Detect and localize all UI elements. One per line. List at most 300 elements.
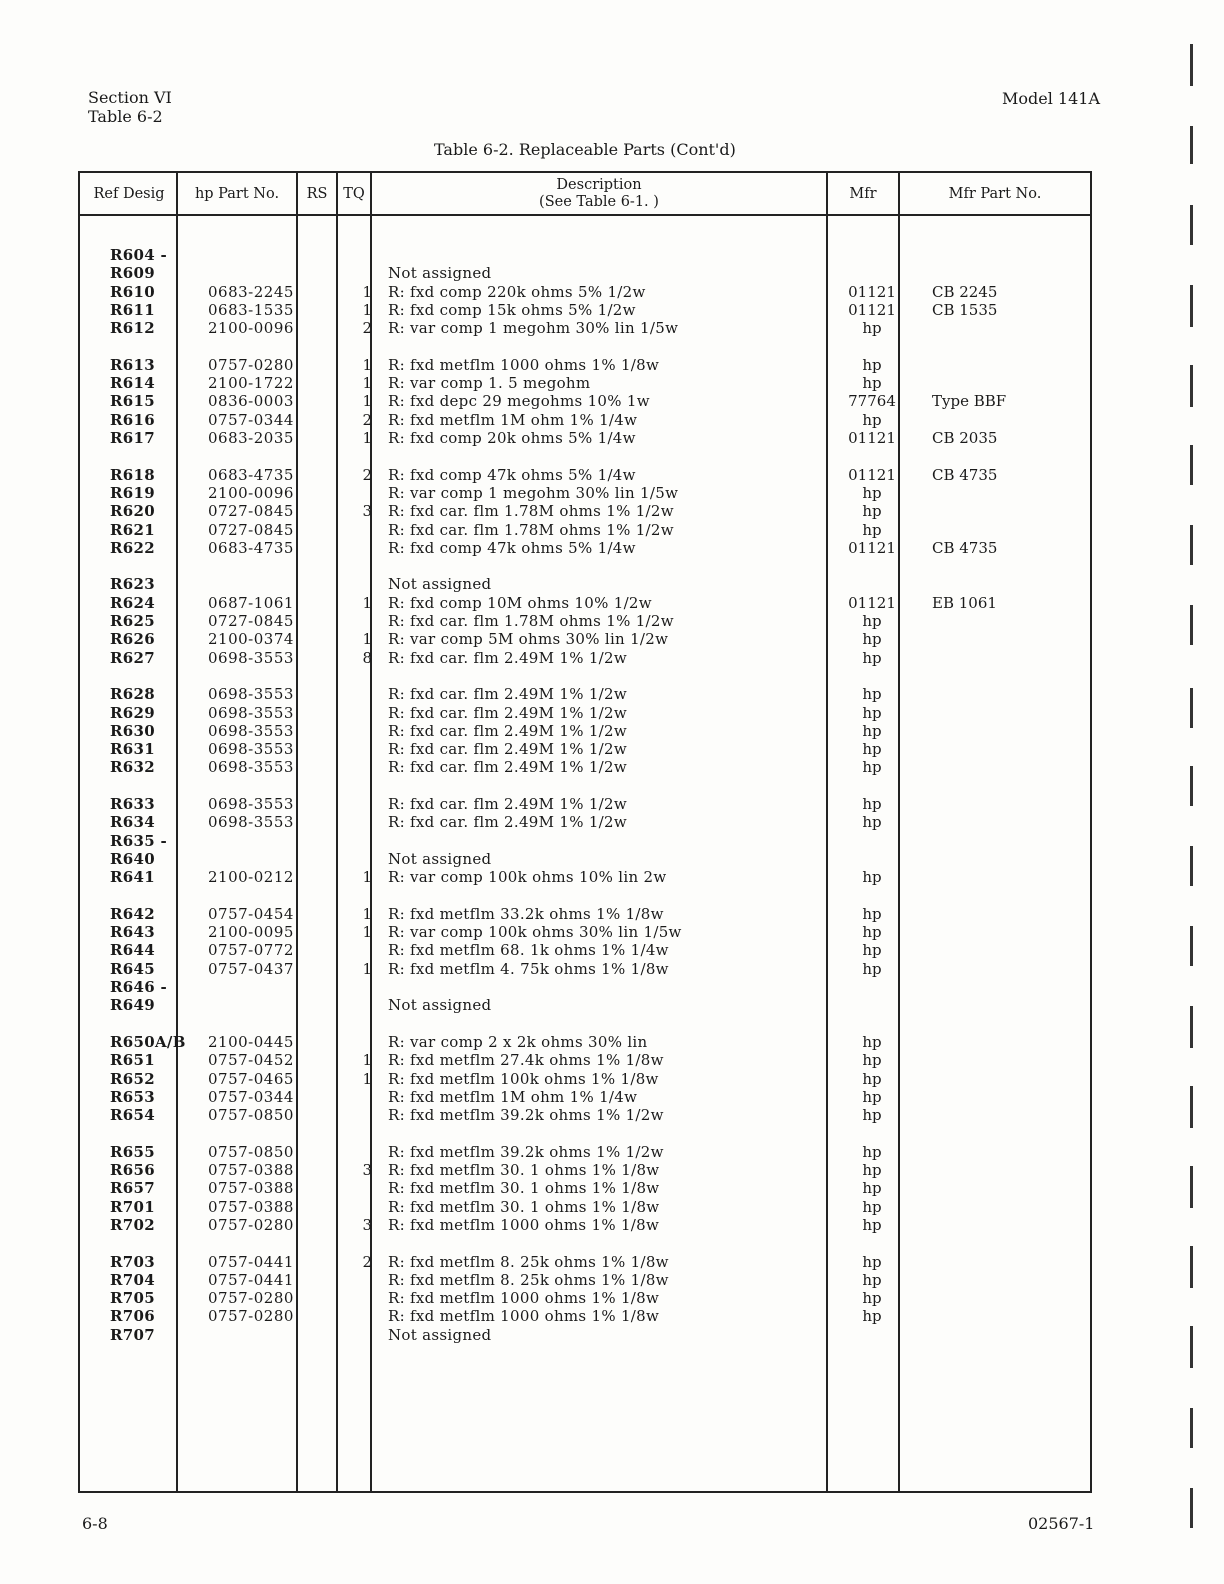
mfr-cell: hp [862, 740, 882, 759]
hp-part-no-cell: 2100-1722 [208, 374, 294, 393]
description-cell: R: fxd car. flm 2.49M 1% 1/2w [388, 721, 628, 740]
hp-part-no-cell: 0757-0388 [208, 1179, 294, 1198]
page-number: 6-8 [82, 1514, 108, 1533]
ref-desig-cell: R643 [110, 923, 155, 942]
description-cell: Not assigned [388, 849, 492, 868]
hp-part-no-cell: 0698-3553 [208, 758, 294, 777]
table-reference: Table 6-2 [88, 107, 163, 126]
table-row [80, 1198, 1090, 1216]
mfr-part-no-cell: EB 1061 [932, 593, 997, 612]
mfr-cell: hp [862, 1270, 882, 1289]
description-cell: R: fxd comp 10M ohms 10% 1/2w [388, 593, 652, 612]
header-hp-part-no: hp Part No. [194, 185, 280, 202]
ref-desig-cell: R707 [110, 1325, 155, 1344]
ref-desig-cell: R633 [110, 795, 155, 813]
ref-desig-cell: R631 [110, 740, 155, 759]
hp-part-no-cell: 0683-4735 [208, 538, 294, 557]
mfr-cell: hp [862, 1106, 882, 1125]
ref-desig-cell: R621 [110, 520, 155, 539]
table-row [80, 795, 1090, 813]
hp-part-no-cell: 0836-0003 [208, 392, 294, 411]
scan-edge-mark [1190, 766, 1193, 806]
mfr-cell: hp [862, 374, 882, 393]
mfr-cell: hp [862, 630, 882, 649]
scan-edge-mark [1190, 445, 1193, 485]
hp-part-no-cell: 0683-2035 [208, 429, 294, 447]
hp-part-no-cell: 0757-0437 [208, 959, 294, 978]
description-cell: R: fxd metflm 100k ohms 1% 1/8w [388, 1069, 659, 1088]
scan-edge-mark [1190, 525, 1193, 565]
model-label: Model 141A [1002, 89, 1101, 108]
scan-edge-mark [1190, 1408, 1193, 1448]
scan-edge-mark [1190, 1326, 1193, 1368]
description-cell: R: fxd car. flm 2.49M 1% 1/2w [388, 758, 628, 777]
ref-desig-cell: R613 [110, 355, 155, 374]
hp-part-no-cell: 0698-3553 [208, 721, 294, 740]
ref-desig-cell: R652 [110, 1069, 155, 1088]
description-cell: R: fxd car. flm 2.49M 1% 1/2w [388, 648, 628, 667]
tq-cell: 1 [362, 630, 372, 649]
mfr-part-no-cell: Type BBF [932, 392, 1007, 411]
hp-part-no-cell: 0757-0465 [208, 1069, 294, 1088]
hp-part-no-cell: 0698-3553 [208, 813, 294, 832]
scan-edge-mark [1190, 205, 1193, 245]
ref-desig-cell: R622 [110, 538, 155, 557]
scan-edge-mark [1190, 365, 1193, 407]
mfr-cell: hp [862, 1142, 882, 1161]
mfr-cell: hp [862, 703, 882, 722]
section-label [88, 88, 172, 126]
tq-cell: 3 [362, 502, 372, 521]
mfr-cell: hp [862, 813, 882, 832]
mfr-cell: hp [862, 648, 882, 667]
ref-desig-cell: R635 - [110, 831, 168, 850]
ref-desig-cell: R628 [110, 685, 155, 704]
mfr-cell: 01121 [848, 429, 896, 447]
mfr-cell: hp [862, 319, 882, 338]
description-cell: R: var comp 5M ohms 30% lin 1/2w [388, 630, 669, 649]
ref-desig-cell: R620 [110, 502, 155, 521]
table-row [80, 264, 1090, 282]
hp-part-no-cell: 0757-0388 [208, 1161, 294, 1179]
table-row [80, 1106, 1090, 1124]
header-divider [80, 214, 1090, 216]
mfr-part-no-cell: CB 2035 [932, 429, 998, 447]
table-row [80, 283, 1090, 301]
description-cell: R: fxd car. flm 2.49M 1% 1/2w [388, 795, 628, 813]
mfr-cell: hp [862, 795, 882, 813]
table-row [80, 319, 1090, 337]
description-cell: R: fxd comp 47k ohms 5% 1/4w [388, 465, 636, 484]
tq-cell: 1 [362, 355, 372, 374]
table-row [80, 960, 1090, 978]
mfr-cell: hp [862, 1161, 882, 1179]
description-cell: R: fxd metflm 1000 ohms 1% 1/8w [388, 1289, 660, 1308]
ref-desig-cell: R701 [110, 1197, 155, 1216]
table-row [80, 1271, 1090, 1289]
mfr-cell: hp [862, 1069, 882, 1088]
table-row [80, 978, 1090, 996]
mfr-cell: 77764 [848, 392, 896, 411]
mfr-cell: hp [862, 721, 882, 740]
hp-part-no-cell: 0757-0280 [208, 1215, 294, 1234]
table-row [80, 1088, 1090, 1106]
table-row [80, 630, 1090, 648]
ref-desig-cell: R640 [110, 849, 155, 868]
section-name: Section VI [88, 88, 172, 107]
description-cell: Not assigned [388, 1325, 492, 1344]
mfr-cell: 01121 [848, 465, 896, 484]
table-row [80, 484, 1090, 502]
table-row [80, 466, 1090, 484]
ref-desig-cell: R705 [110, 1289, 155, 1308]
scan-edge-mark [1190, 605, 1193, 645]
hp-part-no-cell: 0757-0454 [208, 904, 294, 923]
ref-desig-cell: R703 [110, 1252, 155, 1271]
hp-part-no-cell: 0757-0344 [208, 410, 294, 429]
hp-part-no-cell: 0757-0441 [208, 1252, 294, 1271]
description-cell: R: var comp 1. 5 megohm [388, 374, 591, 393]
mfr-cell: 01121 [848, 593, 896, 612]
table-row [80, 1253, 1090, 1271]
ref-desig-cell: R627 [110, 648, 155, 667]
scan-edge-mark [1190, 1166, 1193, 1208]
table-row [80, 850, 1090, 868]
table-row [80, 374, 1090, 392]
description-cell: R: fxd metflm 8. 25k ohms 1% 1/8w [388, 1252, 669, 1271]
ref-desig-cell: R655 [110, 1142, 155, 1161]
ref-desig-cell: R706 [110, 1307, 155, 1326]
description-cell: R: fxd metflm 8. 25k ohms 1% 1/8w [388, 1270, 669, 1289]
ref-desig-cell: R645 [110, 959, 155, 978]
ref-desig-cell: R704 [110, 1270, 155, 1289]
table-row [80, 941, 1090, 959]
hp-part-no-cell: 0757-0772 [208, 941, 294, 960]
scan-edge-mark [1190, 1006, 1193, 1048]
tq-cell: 2 [362, 1252, 372, 1271]
description-cell: R: fxd metflm 39.2k ohms 1% 1/2w [388, 1106, 664, 1125]
mfr-cell: hp [862, 1307, 882, 1326]
description-cell: R: fxd comp 15k ohms 5% 1/2w [388, 300, 636, 319]
scan-edge-mark [1190, 926, 1193, 966]
table-row [80, 392, 1090, 410]
mfr-cell: 01121 [848, 300, 896, 319]
table-row [80, 1051, 1090, 1069]
table-title: Table 6-2. Replaceable Parts (Cont'd) [434, 140, 736, 159]
header-mfr-part-no: Mfr Part No. [948, 185, 1042, 202]
table-row [80, 868, 1090, 886]
hp-part-no-cell: 2100-0374 [208, 630, 294, 649]
hp-part-no-cell: 0727-0845 [208, 502, 294, 521]
description-cell: R: fxd car. flm 1.78M ohms 1% 1/2w [388, 612, 674, 630]
tq-cell: 1 [362, 429, 372, 447]
description-cell: R: fxd metflm 1000 ohms 1% 1/8w [388, 355, 660, 374]
description-cell: R: fxd comp 220k ohms 5% 1/2w [388, 282, 646, 301]
table-row [80, 1326, 1090, 1344]
description-cell: R: fxd metflm 68. 1k ohms 1% 1/4w [388, 941, 669, 960]
mfr-cell: hp [862, 1215, 882, 1234]
table-row [80, 356, 1090, 374]
description-cell: R: fxd car. flm 2.49M 1% 1/2w [388, 740, 628, 759]
mfr-cell: 01121 [848, 538, 896, 557]
table-row [80, 1216, 1090, 1234]
hp-part-no-cell: 2100-0212 [208, 868, 294, 887]
mfr-cell: hp [862, 520, 882, 539]
description-cell: R: fxd car. flm 2.49M 1% 1/2w [388, 703, 628, 722]
table-row [80, 923, 1090, 941]
tq-cell: 2 [362, 319, 372, 338]
description-cell: R: var comp 1 megohm 30% lin 1/5w [388, 483, 679, 502]
hp-part-no-cell: 2100-0096 [208, 319, 294, 338]
ref-desig-cell: R646 - [110, 978, 168, 996]
table-row [80, 502, 1090, 520]
mfr-cell: hp [862, 1289, 882, 1308]
tq-cell: 2 [362, 410, 372, 429]
tq-cell: 2 [362, 465, 372, 484]
hp-part-no-cell: 0698-3553 [208, 648, 294, 667]
scan-edge-mark [1190, 44, 1193, 86]
ref-desig-cell: R623 [110, 575, 155, 594]
ref-desig-cell: R617 [110, 429, 155, 447]
table-row [80, 411, 1090, 429]
ref-desig-cell: R614 [110, 374, 155, 393]
mfr-cell: 01121 [848, 282, 896, 301]
mfr-cell: hp [862, 1032, 882, 1051]
header-ref-desig: Ref Desig [93, 185, 165, 202]
ref-desig-cell: R644 [110, 941, 155, 960]
tq-cell: 1 [362, 959, 372, 978]
tq-cell: 3 [362, 1161, 372, 1179]
mfr-cell: hp [862, 904, 882, 923]
description-cell: R: fxd metflm 30. 1 ohms 1% 1/8w [388, 1179, 660, 1198]
tq-cell: 1 [362, 392, 372, 411]
description-cell: R: fxd metflm 4. 75k ohms 1% 1/8w [388, 959, 669, 978]
scan-edge-mark [1190, 1086, 1193, 1128]
hp-part-no-cell: 0698-3553 [208, 795, 294, 813]
scan-edge-mark [1190, 1246, 1193, 1288]
tq-cell: 8 [362, 648, 372, 667]
table-row [80, 832, 1090, 850]
table-row [80, 1143, 1090, 1161]
hp-part-no-cell: 0757-0452 [208, 1051, 294, 1070]
tq-cell: 1 [362, 904, 372, 923]
ref-desig-cell: R632 [110, 758, 155, 777]
tq-cell: 1 [362, 923, 372, 942]
mfr-part-no-cell: CB 2245 [932, 282, 998, 301]
description-cell: R: fxd car. flm 1.78M ohms 1% 1/2w [388, 502, 674, 521]
hp-part-no-cell: 0757-0280 [208, 1307, 294, 1326]
table-row [80, 1070, 1090, 1088]
mfr-cell: hp [862, 410, 882, 429]
ref-desig-cell: R604 - [110, 246, 168, 264]
table-row [80, 521, 1090, 539]
hp-part-no-cell: 0698-3553 [208, 703, 294, 722]
tq-cell: 1 [362, 300, 372, 319]
table-row [80, 429, 1090, 447]
header-description-line1: Description [556, 177, 642, 193]
ref-desig-cell: R624 [110, 593, 155, 612]
table-row [80, 246, 1090, 264]
ref-desig-cell: R615 [110, 392, 155, 411]
description-cell: R: fxd depc 29 megohms 10% 1w [388, 392, 650, 411]
ref-desig-cell: R629 [110, 703, 155, 722]
scan-edge-mark [1190, 126, 1193, 164]
mfr-part-no-cell: CB 4735 [932, 538, 998, 557]
mfr-cell: hp [862, 685, 882, 704]
hp-part-no-cell: 2100-0096 [208, 483, 294, 502]
description-cell: R: fxd metflm 1000 ohms 1% 1/8w [388, 1307, 660, 1326]
description-cell: R: fxd metflm 33.2k ohms 1% 1/8w [388, 904, 664, 923]
scan-edge-mark [1190, 846, 1193, 886]
ref-desig-cell: R641 [110, 868, 155, 887]
table-row [80, 685, 1090, 703]
description-cell: Not assigned [388, 264, 492, 283]
document-number: 02567-1 [1028, 1514, 1095, 1533]
table-row [80, 1307, 1090, 1325]
table-row [80, 704, 1090, 722]
ref-desig-cell: R650A/B [110, 1032, 186, 1051]
header-description-line2: (See Table 6-1. ) [539, 194, 659, 210]
description-cell: Not assigned [388, 575, 492, 594]
tq-cell: 1 [362, 1069, 372, 1088]
ref-desig-cell: R656 [110, 1161, 155, 1179]
hp-part-no-cell: 0683-1535 [208, 300, 294, 319]
description-cell: R: fxd car. flm 2.49M 1% 1/2w [388, 813, 628, 832]
mfr-cell: hp [862, 1087, 882, 1106]
mfr-cell: hp [862, 923, 882, 942]
hp-part-no-cell: 0757-0850 [208, 1142, 294, 1161]
mfr-cell: hp [862, 1197, 882, 1216]
description-cell: Not assigned [388, 996, 492, 1015]
ref-desig-cell: R649 [110, 996, 155, 1015]
hp-part-no-cell: 0727-0845 [208, 520, 294, 539]
table-row [80, 594, 1090, 612]
description-cell: R: fxd comp 20k ohms 5% 1/4w [388, 429, 636, 447]
table-row [80, 758, 1090, 776]
ref-desig-cell: R618 [110, 465, 155, 484]
header-mfr: Mfr [849, 185, 877, 202]
table-row [80, 1179, 1090, 1197]
header-tq: TQ [343, 185, 365, 202]
tq-cell: 1 [362, 868, 372, 887]
ref-desig-cell: R642 [110, 904, 155, 923]
mfr-cell: hp [862, 1179, 882, 1198]
description-cell: R: fxd car. flm 2.49M 1% 1/2w [388, 685, 628, 704]
header-description [372, 175, 826, 213]
ref-desig-cell: R654 [110, 1106, 155, 1125]
description-cell: R: fxd metflm 27.4k ohms 1% 1/8w [388, 1051, 664, 1070]
hp-part-no-cell: 0757-0388 [208, 1197, 294, 1216]
ref-desig-cell: R609 [110, 264, 155, 283]
scan-edge-mark [1190, 688, 1193, 728]
table-row [80, 612, 1090, 630]
mfr-part-no-cell: CB 1535 [932, 300, 998, 319]
ref-desig-cell: R702 [110, 1215, 155, 1234]
scan-edge-mark [1190, 1488, 1193, 1528]
mfr-cell: hp [862, 1051, 882, 1070]
table-row [80, 1289, 1090, 1307]
tq-cell: 1 [362, 282, 372, 301]
table-row [80, 539, 1090, 557]
ref-desig-cell: R651 [110, 1051, 155, 1070]
description-cell: R: var comp 100k ohms 10% lin 2w [388, 868, 667, 887]
description-cell: R: fxd metflm 1M ohm 1% 1/4w [388, 410, 638, 429]
mfr-cell: hp [862, 483, 882, 502]
mfr-cell: hp [862, 355, 882, 374]
ref-desig-cell: R657 [110, 1179, 155, 1198]
description-cell: R: var comp 1 megohm 30% lin 1/5w [388, 319, 679, 338]
description-cell: R: fxd metflm 39.2k ohms 1% 1/2w [388, 1142, 664, 1161]
hp-part-no-cell: 0727-0845 [208, 612, 294, 630]
ref-desig-cell: R611 [110, 300, 155, 319]
mfr-cell: hp [862, 959, 882, 978]
mfr-cell: hp [862, 502, 882, 521]
table-row [80, 1033, 1090, 1051]
description-cell: R: fxd comp 47k ohms 5% 1/4w [388, 538, 636, 557]
description-cell: R: var comp 2 x 2k ohms 30% lin [388, 1032, 648, 1051]
hp-part-no-cell: 0698-3553 [208, 685, 294, 704]
hp-part-no-cell: 0698-3553 [208, 740, 294, 759]
ref-desig-cell: R653 [110, 1087, 155, 1106]
parts-table [78, 171, 1092, 1493]
description-cell: R: fxd car. flm 1.78M ohms 1% 1/2w [388, 520, 674, 539]
ref-desig-cell: R610 [110, 282, 155, 301]
ref-desig-cell: R625 [110, 612, 155, 630]
mfr-cell: hp [862, 758, 882, 777]
ref-desig-cell: R634 [110, 813, 155, 832]
description-cell: R: var comp 100k ohms 30% lin 1/5w [388, 923, 682, 942]
mfr-cell: hp [862, 1252, 882, 1271]
ref-desig-cell: R612 [110, 319, 155, 338]
tq-cell: 3 [362, 1215, 372, 1234]
tq-cell: 1 [362, 374, 372, 393]
table-row [80, 996, 1090, 1014]
table-row [80, 575, 1090, 593]
description-cell: R: fxd metflm 1M ohm 1% 1/4w [388, 1087, 638, 1106]
hp-part-no-cell: 0687-1061 [208, 593, 294, 612]
tq-cell: 1 [362, 593, 372, 612]
mfr-part-no-cell: CB 4735 [932, 465, 998, 484]
table-row [80, 722, 1090, 740]
ref-desig-cell: R616 [110, 410, 155, 429]
table-row [80, 301, 1090, 319]
hp-part-no-cell: 0757-0850 [208, 1106, 294, 1125]
table-row [80, 905, 1090, 923]
hp-part-no-cell: 0683-4735 [208, 465, 294, 484]
ref-desig-cell: R626 [110, 630, 155, 649]
hp-part-no-cell: 0757-0344 [208, 1087, 294, 1106]
hp-part-no-cell: 0683-2245 [208, 282, 294, 301]
hp-part-no-cell: 0757-0280 [208, 355, 294, 374]
hp-part-no-cell: 0757-0441 [208, 1270, 294, 1289]
mfr-cell: hp [862, 612, 882, 630]
scan-edge-mark [1190, 285, 1193, 327]
table-row [80, 813, 1090, 831]
description-cell: R: fxd metflm 30. 1 ohms 1% 1/8w [388, 1197, 660, 1216]
tq-cell: 1 [362, 1051, 372, 1070]
hp-part-no-cell: 2100-0445 [208, 1032, 294, 1051]
description-cell: R: fxd metflm 1000 ohms 1% 1/8w [388, 1215, 660, 1234]
description-cell: R: fxd metflm 30. 1 ohms 1% 1/8w [388, 1161, 660, 1179]
hp-part-no-cell: 2100-0095 [208, 923, 294, 942]
ref-desig-cell: R630 [110, 721, 155, 740]
hp-part-no-cell: 0757-0280 [208, 1289, 294, 1308]
mfr-cell: hp [862, 868, 882, 887]
table-row [80, 649, 1090, 667]
ref-desig-cell: R619 [110, 483, 155, 502]
header-rs: RS [306, 185, 328, 202]
mfr-cell: hp [862, 941, 882, 960]
